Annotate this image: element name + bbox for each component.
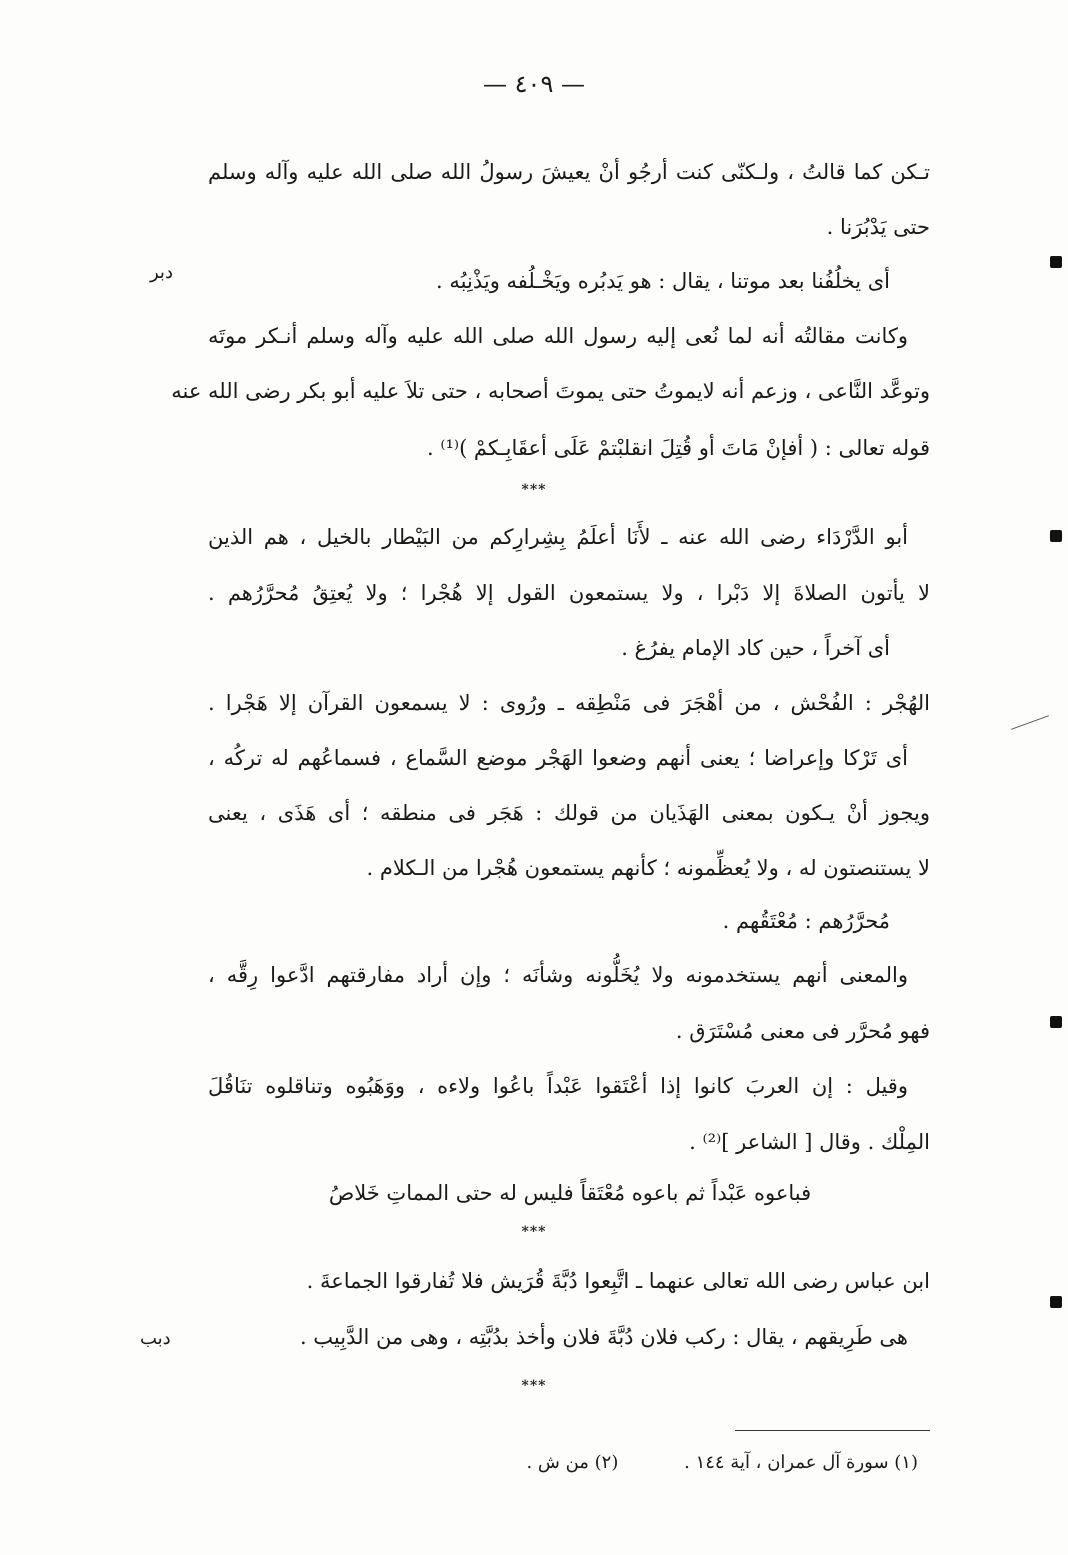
footnote-rule <box>735 1430 930 1431</box>
section-separator: *** <box>521 1224 547 1240</box>
footnotes <box>466 1452 918 1473</box>
section-separator: *** <box>521 1378 547 1394</box>
text-line: أى آخراً ، حين كاد الإمام يفرُغ . <box>621 636 890 660</box>
footnote-1: (١) سورة آل عمران ، آية ١٤٤ . <box>684 1452 918 1473</box>
text-line: وكانت مقالتُه أنه لما نُعى إليه رسول الله صلى الله عليه وآله وسلم أنـكر موتَه <box>208 324 908 348</box>
pen-mark <box>1011 715 1049 730</box>
text-line: ابن عباس رضى الله تعالى عنهما ـ اتَّبِعوا دُبَّةَ قُرَيش فلا تُفارقوا الجماعةَ . <box>306 1269 930 1293</box>
text-line: مُحرَّرُهم : مُعْتَقُهم . <box>722 909 890 933</box>
text-line: وقيل : إن العربَ كانوا إذا أعْتَقوا عَبْداً باعُوا ولاءه ، ووَهَبُوه وتناقلوه تنَاقُلَ <box>208 1074 908 1098</box>
footnote-2: (٢) من ش . <box>526 1452 619 1473</box>
binding-mark <box>1050 1016 1062 1028</box>
verse-line: فباعوه عَبْداً ثم باعوه مُعْتَقاً فليس له حتى المماتِ خَلاصُ <box>328 1181 812 1205</box>
text-line: قوله تعالى : ( أفإنْ مَاتَ أو قُتِلَ انقلبْتمْ عَلَى أعقَابِـكمْ )⁽¹⁾ . <box>426 436 930 460</box>
text-line: حتى يَدْبُرَنا . <box>826 215 930 239</box>
text-line: الهُجْر : الفُحْش ، من أهْجَرَ فى مَنْطِقه ـ ورُوى : لا يسمعون القرآن إلا هَجْرا . <box>208 691 930 715</box>
text-line: لا يستنصتون له ، ولا يُعظِّمونه ؛ كأنهم يستمعون هُجْرا من الـكلام . <box>366 856 930 880</box>
binding-mark <box>1050 1296 1062 1308</box>
text-line: ويجوز أنْ يـكون بمعنى الهَذَيان من قولك : هَجَر فى منطقه ؛ أى هَذَى ، يعنى <box>208 801 930 825</box>
binding-mark <box>1050 256 1062 268</box>
margin-root-word: دبر <box>150 262 173 283</box>
text-line: فهو مُحرَّر فى معنى مُسْتَرَق . <box>675 1019 930 1043</box>
text-line: هى طَرِيقهم ، يقال : ركب فلان دُبَّةَ فلان وأخذ بدُبَّتِه ، وهى من الدَّبِيب . <box>299 1325 908 1349</box>
text-line: المِلْك . وقال [ الشاعر ]⁽²⁾ . <box>689 1130 930 1154</box>
text-line: تـكن كما قالتُ ، ولـكنّى كنت أرجُو أنْ يعيشَ رسولُ الله صلى الله عليه وآله وسلم <box>208 160 930 184</box>
section-separator: *** <box>521 482 547 498</box>
text-line: أى يخلُفُنا بعد موتنا ، يقال : هو يَدبُره ويَخْـلُفه ويَذْنِبُه . <box>436 269 890 293</box>
binding-mark <box>1050 530 1062 542</box>
text-line: لا يأتون الصلاةَ إلا دَبْرا ، ولا يستمعون القول إلا هُجْرا ؛ ولا يُعتِقُ مُحرَّرُهم . <box>208 581 930 605</box>
text-line: والمعنى أنهم يستخدمونه ولا يُخَلُّونه وشأنَه ؛ وإن أراد مفارقتهم ادَّعوا رِقَّه ، <box>208 963 908 987</box>
page-number: — ٤٠٩ — <box>483 70 585 98</box>
text-line: وتوعَّد النَّاعى ، وزعم أنه لايموتُ حتى يموتَ أصحابه ، حتى تلاَ عليه أبو بكر رضى الله عنه <box>171 379 930 403</box>
margin-root-word: دبب <box>140 1328 171 1349</box>
text-line: أى تَرْكا وإعراضا ؛ يعنى أنهم وضعوا الهَجْر موضع السَّماع ، فسماعُهم له تركُه ، <box>208 746 908 770</box>
text-line: أبو الدَّرْدَاء رضى الله عنه ـ لأَنَا أعلَمُ بِشِرارِكم من البَيْطار بالخيل ، هم الذين <box>208 525 908 549</box>
